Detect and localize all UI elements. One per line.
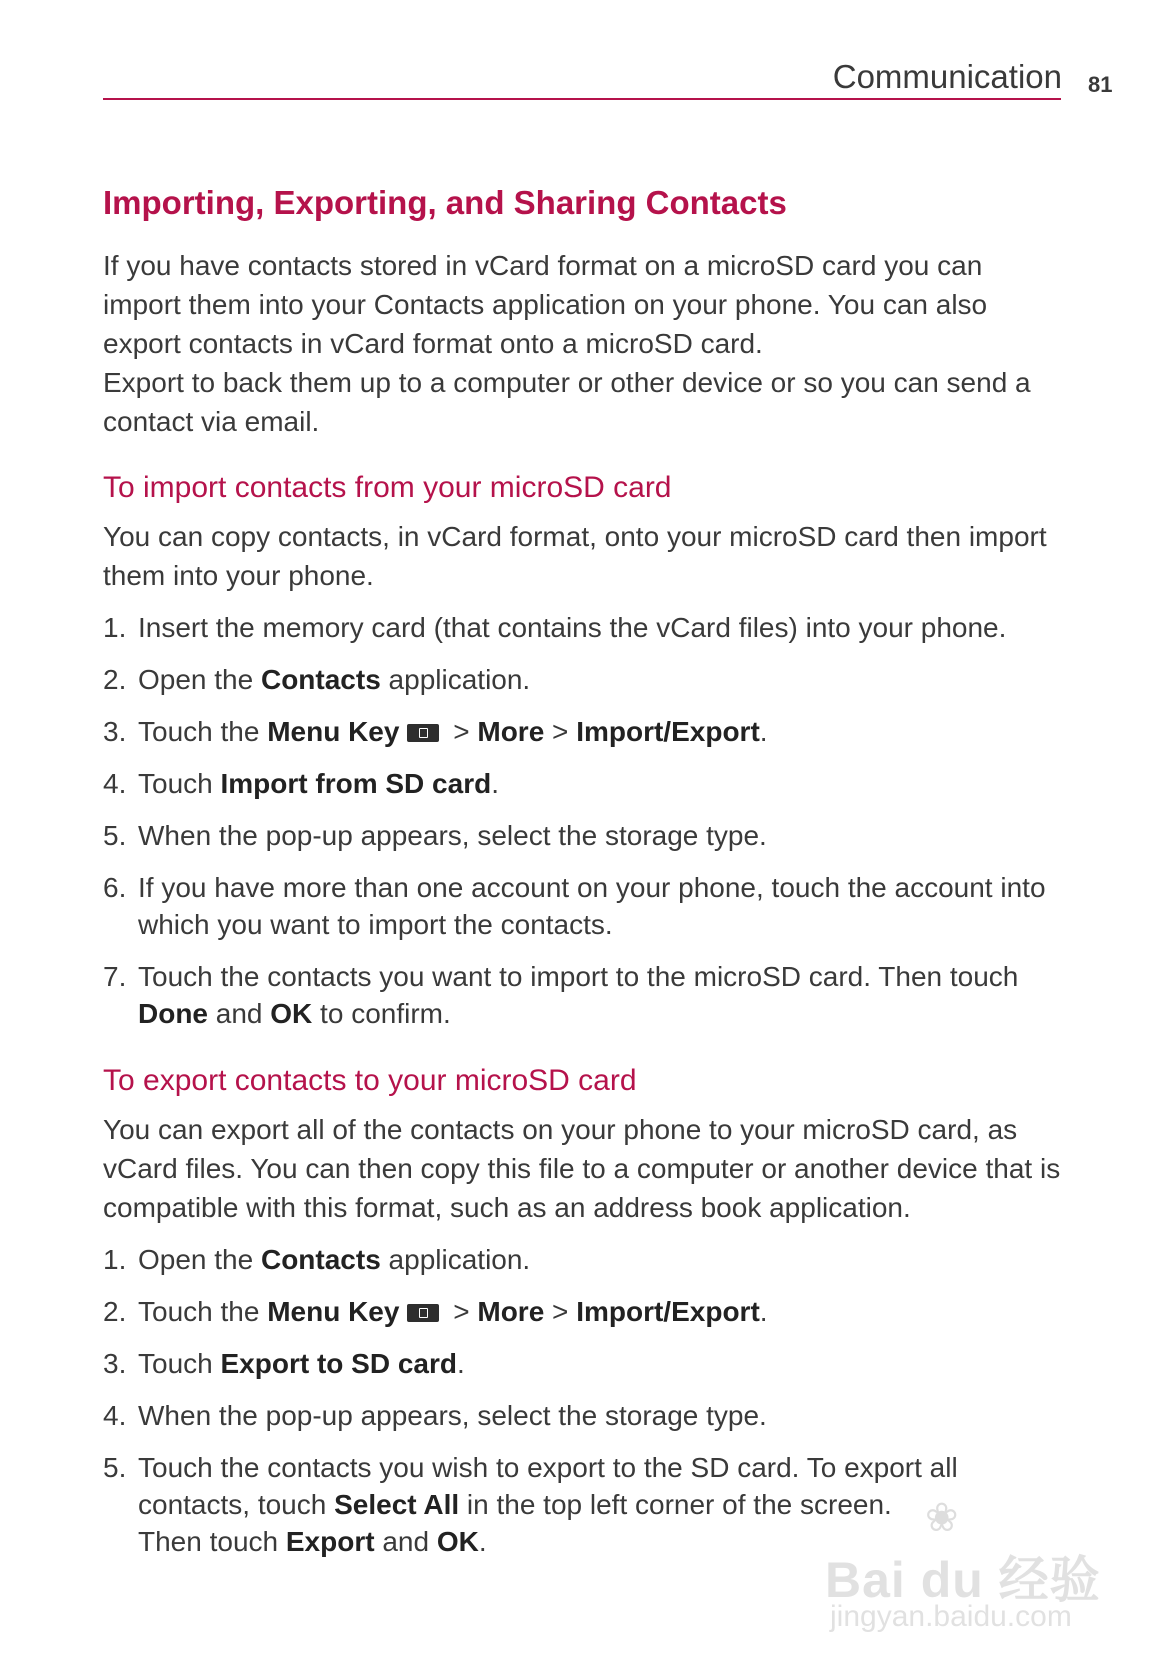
menu-key-icon (407, 1304, 439, 1322)
step-number: 7. (103, 961, 127, 992)
page-content (103, 180, 1063, 1588)
step-text: in the top left corner of the screen. (459, 1489, 892, 1520)
more-label: More (477, 1296, 545, 1327)
step-number: 6. (103, 872, 127, 903)
list-item (103, 661, 1063, 698)
list-item (103, 609, 1063, 646)
page-title: Importing, Exporting, and Sharing Contacts (103, 184, 787, 221)
menu-key-icon (407, 724, 439, 742)
step-text: . (491, 768, 499, 799)
step-text: application. (380, 664, 531, 695)
list-item (103, 817, 1063, 854)
step-text: and (208, 998, 271, 1029)
list-item (103, 1241, 1063, 1278)
step-text: . (478, 1526, 487, 1557)
step-text: Touch (138, 1348, 221, 1379)
contacts-app-label: Contacts (260, 664, 381, 695)
step-number: 2. (103, 1296, 127, 1327)
done-label: Done (138, 998, 208, 1029)
page-number: 81 (1088, 72, 1113, 97)
list-item (103, 765, 1063, 802)
step-text: When the pop-up appears, select the storage type. (138, 820, 767, 851)
step-text: . (456, 1348, 465, 1379)
list-item (103, 1397, 1063, 1434)
export-steps (103, 1241, 1063, 1560)
intro-paragraph: Export to back them up to a computer or other device or so you can send a contact via email. (103, 367, 1031, 437)
step-text: Open the (138, 664, 261, 695)
list-item (103, 1345, 1063, 1382)
export-heading: To export contacts to your microSD card (103, 1064, 637, 1097)
separator: > (445, 1296, 478, 1327)
step-text: to confirm. (312, 998, 451, 1029)
intro (103, 246, 1063, 441)
import-intro: You can copy contacts, in vCard format, onto your microSD card then import them into your phone. (103, 521, 1047, 591)
import-steps (103, 609, 1063, 1032)
import-export-label: Import/Export (576, 1296, 760, 1327)
step-text: When the pop-up appears, select the storage type. (138, 1400, 767, 1431)
list-item (103, 869, 1063, 943)
step-number: 4. (103, 1400, 127, 1431)
watermark-url: jingyan.baidu.com (830, 1600, 1072, 1633)
step-text: Insert the memory card (that contains the vCard files) into your phone. (138, 612, 1007, 643)
contacts-app-label: Contacts (260, 1244, 381, 1275)
step-text: Open the (138, 1244, 261, 1275)
ok-label: OK (436, 1526, 479, 1557)
paw-icon: ❀ (925, 1496, 959, 1540)
step-text: and (374, 1526, 437, 1557)
step-number: 5. (103, 820, 127, 851)
import-heading: To import contacts from your microSD card (103, 471, 672, 504)
step-number: 1. (103, 1244, 127, 1275)
ok-label: OK (270, 998, 313, 1029)
watermark-logo: Bai du 经验 (825, 1552, 1101, 1608)
step-number: 5. (103, 1452, 127, 1483)
export-intro: You can export all of the contacts on your phone to your microSD card, as vCard files. You can then copy this file to a computer or another device that is compatible with this format, such as an address book application. (103, 1114, 1061, 1223)
list-item (103, 713, 1063, 750)
step-text: If you have more than one account on your phone, touch the account into which you want to import the contacts. (138, 872, 1046, 940)
list-item (103, 958, 1063, 1032)
select-all-label: Select All (334, 1489, 460, 1520)
import-from-sd-label: Import from SD card (220, 768, 492, 799)
step-text: Touch the contacts you want to import to the microSD card. Then touch (138, 961, 1019, 992)
step-text: . (759, 1296, 768, 1327)
step-number: 2. (103, 664, 127, 695)
menu-key-label: Menu Key (267, 1296, 400, 1327)
separator: > (544, 1296, 577, 1327)
step-number: 3. (103, 1348, 127, 1379)
step-text: Touch the (138, 1296, 268, 1327)
step-text: Touch (138, 768, 221, 799)
more-label: More (477, 716, 545, 747)
step-text: Then touch (138, 1526, 286, 1557)
step-text: application. (380, 1244, 531, 1275)
header-title: Communication (832, 58, 1062, 95)
step-number: 3. (103, 716, 127, 747)
step-text: Touch the (138, 716, 268, 747)
separator: > (445, 716, 478, 747)
export-to-sd-label: Export to SD card (220, 1348, 457, 1379)
header-rule (103, 98, 1061, 100)
import-export-label: Import/Export (576, 716, 760, 747)
step-number: 1. (103, 612, 127, 643)
step-text: Touch the contacts you wish to export to the SD card. To export all contacts, touch (138, 1452, 958, 1520)
step-number: 4. (103, 768, 127, 799)
separator: > (544, 716, 577, 747)
step-text: . (759, 716, 768, 747)
export-label: Export (285, 1526, 375, 1557)
list-item (103, 1293, 1063, 1330)
menu-key-label: Menu Key (267, 716, 400, 747)
intro-paragraph: If you have contacts stored in vCard format on a microSD card you can import them into your Contacts application on your phone. You can also export contacts in vCard format onto a microSD card. (103, 250, 988, 359)
